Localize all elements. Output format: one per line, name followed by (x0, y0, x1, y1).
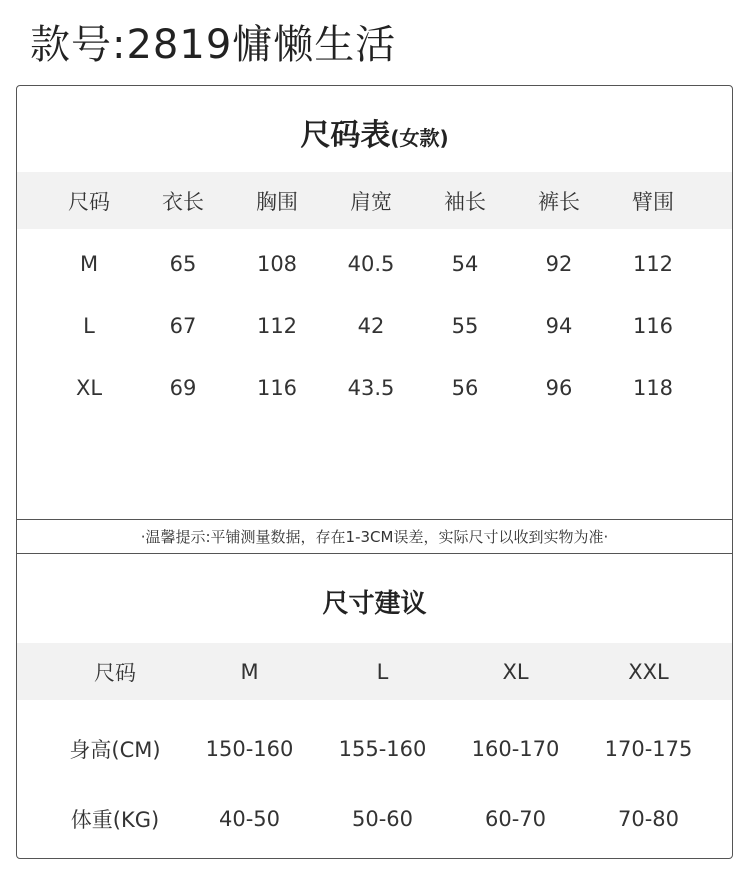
size-table-cell: 54 (451, 252, 479, 276)
suggestion-table-header-cell: M (240, 659, 259, 684)
size-table-cell: XL (75, 376, 103, 400)
suggestion-table-title: 尺寸建议 (322, 589, 427, 619)
size-table-title (17, 110, 732, 154)
size-table-row (17, 242, 732, 286)
size-table-subtitle: (女款) (390, 126, 449, 150)
size-table-header-cell: 臂围 (632, 189, 674, 214)
size-table-cell: 116 (256, 376, 298, 400)
divider (17, 553, 732, 554)
suggestion-table-header-cell: 尺码 (94, 660, 136, 685)
size-table-header-row (17, 172, 732, 229)
size-table-header-cell: 尺码 (68, 189, 110, 214)
size-table-header-cell: 裤长 (538, 189, 580, 214)
size-table-cell: 96 (545, 376, 573, 400)
suggestion-table-cell: 170-175 (604, 737, 693, 761)
size-table-header-cell: 肩宽 (350, 189, 392, 214)
size-table-cell: 65 (169, 252, 197, 276)
suggestion-table-cell: 40-50 (218, 807, 281, 831)
size-table-cell: 69 (169, 376, 197, 400)
size-table-cell: L (83, 314, 95, 338)
suggestion-table-header-cell: XL (502, 659, 529, 684)
size-chart-panel (16, 85, 733, 859)
suggestion-table-cell: 50-60 (351, 807, 414, 831)
suggestion-table-row (17, 727, 732, 771)
size-table-cell: 92 (545, 252, 573, 276)
size-table-cell: 56 (451, 376, 479, 400)
size-table-cell: 67 (169, 314, 197, 338)
suggestion-table-cell: 身高(CM) (69, 738, 161, 762)
suggestion-table-header-row (17, 643, 732, 700)
size-table-cell: 108 (256, 252, 298, 276)
size-table-row (17, 366, 732, 410)
size-table-cell: 55 (451, 314, 479, 338)
suggestion-table-cell: 160-170 (471, 737, 560, 761)
size-table-cell: 94 (545, 314, 573, 338)
suggestion-table-header-cell: XXL (628, 659, 669, 684)
suggestion-table-header-cell: L (376, 659, 389, 684)
size-table-title-text: 尺码表 (300, 118, 391, 153)
size-table-cell: 118 (632, 376, 674, 400)
suggestion-table-cell: 70-80 (617, 807, 680, 831)
suggestion-table-cell: 150-160 (205, 737, 294, 761)
size-table-cell: M (79, 252, 99, 276)
suggestion-table-cell: 155-160 (338, 737, 427, 761)
suggestion-table-cell: 60-70 (484, 807, 547, 831)
measurement-notice: ·温馨提示:平铺测量数据，存在1-3CM误差，实际尺寸以收到实物为准· (140, 528, 609, 546)
size-table-cell: 43.5 (347, 376, 395, 400)
page-title: 款号:2819慵懒生活 (30, 22, 397, 68)
size-table-cell: 40.5 (347, 252, 395, 276)
size-table-cell: 116 (632, 314, 674, 338)
suggestion-table-cell: 体重(KG) (70, 808, 160, 832)
size-table-header-cell: 袖长 (444, 189, 486, 214)
suggestion-table-row (17, 797, 732, 841)
size-table-cell: 112 (256, 314, 298, 338)
size-table-header-cell: 衣长 (162, 189, 204, 214)
size-table-header-cell: 胸围 (256, 189, 298, 214)
size-table-row (17, 304, 732, 348)
size-table-cell: 112 (632, 252, 674, 276)
size-table-cell: 42 (357, 314, 385, 338)
